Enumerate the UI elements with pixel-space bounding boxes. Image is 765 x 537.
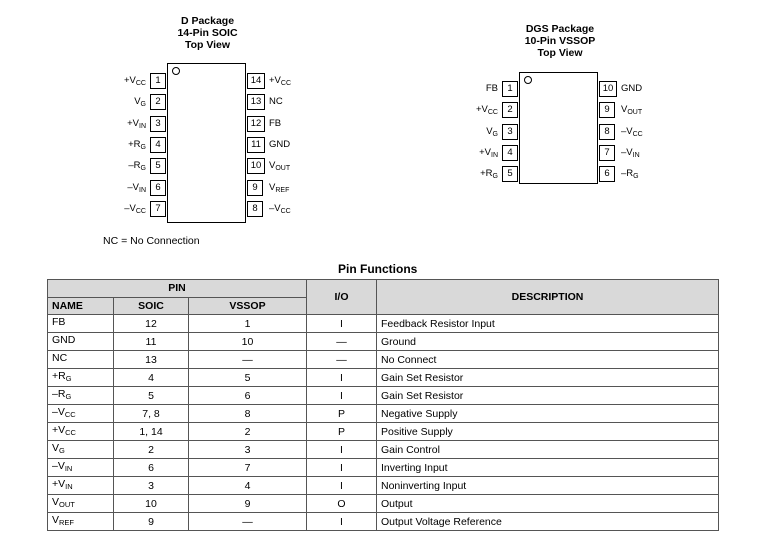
table-row [48,441,719,459]
pin-name-main: –R [621,168,634,180]
header-description: DESCRIPTION [377,280,719,315]
pin-6-label [127,180,146,199]
pin-name-main: V [134,96,141,108]
pin-5-label [480,166,498,185]
cell-soic: 6 [114,459,189,477]
cell-name-main: +V [52,424,66,437]
cell-vssop: 3 [189,441,307,459]
pin-14-label [269,73,291,92]
pin-name-main: +V [127,117,139,129]
pin-name-sub: OUT [275,165,291,173]
cell-name-sub: G [65,392,72,402]
cell-name [48,495,114,513]
pin1-marker-icon [172,67,180,75]
pin-3-label [127,116,146,135]
cell-soic: 12 [114,315,189,333]
cell-vssop: 7 [189,459,307,477]
cell-description: Negative Supply [377,405,719,423]
cell-name-main: V [52,442,60,455]
pin-13-label [269,94,283,113]
pin-name-sub: OUT [627,109,643,117]
pin-14-box: 14 [247,73,265,89]
pin-2-box: 2 [150,94,166,110]
cell-description: No Connect [377,351,719,369]
pin-1-label [124,73,146,92]
cell-description: Inverting Input [377,459,719,477]
cell-vssop: — [189,513,307,531]
pin-12-box: 12 [247,116,265,132]
cell-name [48,477,114,495]
cell-description: Feedback Resistor Input [377,315,719,333]
pin-9-box: 9 [599,102,615,118]
pin-11-box: 11 [247,137,265,153]
nc-note: NC = No Connection [103,235,200,247]
pin-7-box: 7 [599,145,615,161]
header-vssop: VSSOP [189,297,307,315]
cell-name [48,351,114,369]
cell-name-sub: REF [59,518,75,528]
cell-io: I [307,477,377,495]
pin-5-label [128,158,146,177]
cell-name-main: –V [52,406,65,419]
cell-vssop: 6 [189,387,307,405]
cell-name [48,387,114,405]
pin-name-main: –R [128,160,141,172]
pin-name-main: +R [128,138,141,150]
pin-6-box: 6 [599,166,615,182]
cell-soic: 13 [114,351,189,369]
cell-name-sub: G [65,374,72,384]
cell-vssop: 2 [189,423,307,441]
header-io: I/O [307,280,377,315]
cell-soic: 11 [114,333,189,351]
cell-vssop: 9 [189,495,307,513]
cell-name-sub: G [59,446,65,456]
table-row [48,369,719,387]
pin-5-box: 5 [502,166,518,182]
pin-name-sub: IN [139,186,146,194]
pin-3-box: 3 [502,124,518,140]
cell-name [48,315,114,333]
pin-name-main: –V [269,202,281,214]
dgs-package-title-line3: Top View [537,47,583,59]
cell-io: I [307,369,377,387]
cell-name-main: +R [52,370,66,383]
cell-name-main: –R [52,388,66,401]
header-soic: SOIC [114,297,189,315]
pin-2-label [476,102,498,121]
pin-name-main: +V [269,75,281,86]
pin-name-sub: G [140,143,146,151]
header-name: NAME [48,297,114,315]
pin-10-box: 10 [247,158,265,174]
cell-io: — [307,351,377,369]
pin-name-main: +R [480,168,493,180]
pin-functions-table [47,279,719,531]
cell-name [48,333,114,351]
table-row [48,315,719,333]
cell-name-sub: OUT [59,500,75,510]
table-row [48,387,719,405]
pin-8-label [269,201,291,220]
cell-soic: 2 [114,441,189,459]
table-header-row [48,280,719,298]
pin-name-sub: REF [275,186,290,194]
cell-soic: 9 [114,513,189,531]
cell-name-sub: IN [65,482,73,492]
cell-description: Output [377,495,719,513]
cell-io: P [307,405,377,423]
pin-10-label [269,158,290,177]
cell-name-main: FB [52,316,66,329]
cell-soic: 5 [114,387,189,405]
dgs-package-chip-body [519,72,598,184]
pin-1-label [486,81,498,100]
cell-vssop: 8 [189,405,307,423]
cell-name-main: –V [52,460,65,473]
table-row [48,333,719,351]
pin-9-label [269,180,289,199]
pin-6-label [621,166,639,185]
cell-soic: 7, 8 [114,405,189,423]
cell-name [48,423,114,441]
table-row [48,495,719,513]
pin-12-label [269,116,281,135]
cell-io: I [307,315,377,333]
d-package-title-line2: 14-Pin SOIC [177,27,238,39]
pin1-marker-icon [524,76,532,84]
cell-io: P [307,423,377,441]
pin-8-label [621,124,643,143]
pin-name-sub: CC [135,80,146,87]
cell-io: I [307,513,377,531]
cell-vssop: 1 [189,315,307,333]
pin-name-main: FB [485,83,498,94]
pin-name-sub: CC [280,80,292,87]
pin-3-box: 3 [150,116,166,132]
pin-7-label [124,201,146,220]
pin-name-main: FB [269,117,282,129]
pin-functions-title: Pin Functions [338,262,418,276]
cell-name [48,441,114,459]
cell-io: I [307,441,377,459]
pin-4-box: 4 [502,145,518,161]
pin-name-main: –V [127,181,139,193]
cell-vssop: 4 [189,477,307,495]
cell-description: Gain Control [377,441,719,459]
cell-io: I [307,387,377,405]
pin-name-main: GND [621,83,643,94]
pin-5-box: 5 [150,158,166,174]
pin-name-sub: G [492,130,498,138]
header-pin: PIN [48,280,307,298]
cell-name-sub: CC [65,428,76,438]
dgs-package-title [510,23,610,59]
pin-4-box: 4 [150,137,166,153]
pin-name-sub: CC [135,207,146,215]
pin-10-label [621,81,642,100]
pin-name-main: +V [123,75,136,86]
cell-name-main: V [52,514,60,527]
pin-4-label [479,145,498,164]
pin-name-main: V [621,104,628,116]
d-package-title-line3: Top View [184,39,231,51]
pin-4-label [128,137,146,156]
cell-name [48,405,114,423]
cell-description: Output Voltage Reference [377,513,719,531]
cell-vssop: — [189,351,307,369]
dgs-package-title-line2: 10-Pin VSSOP [524,35,596,47]
cell-name-sub: IN [64,464,73,474]
pin-10-box: 10 [599,81,617,97]
cell-name-main: V [52,496,60,509]
table-row [48,423,719,441]
cell-vssop: 10 [189,333,307,351]
pin-name-main: –V [621,146,633,158]
pin-9-label [621,102,642,121]
cell-description: Gain Set Resistor [377,369,719,387]
pin-1-box: 1 [502,81,518,97]
pin-9-box: 9 [247,180,263,196]
pin-name-main: –V [621,125,633,137]
pin-name-main: V [269,160,276,172]
pin-8-box: 8 [599,124,615,140]
pin-name-sub: CC [487,109,498,117]
pin-1-box: 1 [150,73,166,89]
d-package-chip-body [167,63,246,223]
cell-name [48,459,114,477]
cell-name-main: NC [52,352,68,365]
cell-description: Positive Supply [377,423,719,441]
pin-name-sub: IN [491,151,498,159]
pin-6-box: 6 [150,180,166,196]
pin-name-sub: G [140,101,146,109]
cell-name-sub: CC [64,410,76,420]
pin-name-sub: CC [280,207,291,215]
cell-soic: 1, 14 [114,423,189,441]
table-row [48,513,719,531]
pin-name-sub: IN [139,122,146,130]
pin-2-box: 2 [502,102,518,118]
cell-description: Gain Set Resistor [377,387,719,405]
pin-name-sub: IN [632,151,640,159]
pin-11-label [269,137,290,156]
pin-name-main: V [486,125,493,137]
cell-description: Ground [377,333,719,351]
pin-8-box: 8 [247,201,263,217]
pin-name-main: GND [269,138,291,150]
table-row [48,405,719,423]
pin-name-sub: G [140,165,146,173]
cell-soic: 10 [114,495,189,513]
d-package-title-line1: D Package [180,15,235,27]
cell-vssop: 5 [189,369,307,387]
pin-name-sub: G [492,173,498,181]
table-row [48,459,719,477]
pin-name-sub: G [633,173,639,181]
dgs-package-title-line1: DGS Package [525,23,595,35]
table-row [48,351,719,369]
d-package-title [160,15,255,51]
cell-io: — [307,333,377,351]
cell-soic: 4 [114,369,189,387]
pin-7-box: 7 [150,201,166,217]
pin-name-sub: CC [632,130,643,138]
cell-name-main: +V [52,478,66,491]
pin-name-main: V [269,181,276,193]
pin-name-main: –V [124,202,136,214]
cell-name [48,513,114,531]
pin-name-main: +V [475,104,488,116]
pin-name-main: +V [479,146,491,158]
cell-io: I [307,459,377,477]
pin-13-box: 13 [247,94,265,110]
pin-7-label [621,145,640,164]
pin-3-label [486,124,498,143]
cell-soic: 3 [114,477,189,495]
cell-description: Noninverting Input [377,477,719,495]
pin-2-label [134,94,146,113]
pin-name-main: NC [269,96,283,108]
cell-name [48,369,114,387]
cell-io: O [307,495,377,513]
cell-name-main: GND [52,334,76,347]
table-row [48,477,719,495]
